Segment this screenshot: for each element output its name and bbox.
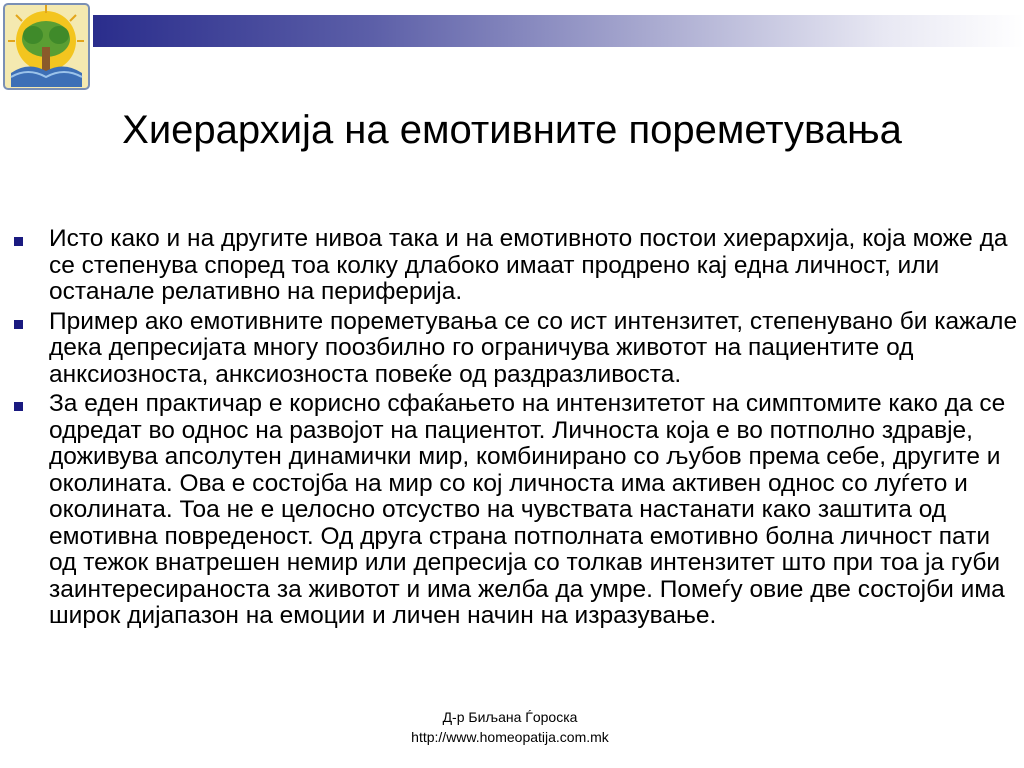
bullet-text: За еден практичар е корисно сфаќањето на интензитетот на симптомите како да се одредат во однос на развојот на пациентот. Личноста која е во потполно здравје, доживува апсолутен динамички мир, комбинирано со љубов према себе, другите и околината. Ова е состојба на мир со кој личноста има активен однос со луѓето и околината. Тоа не е целосно отсуство на чувствата настанати како заштита од емотивна повреденост. Од друга страна потполната емотивно болна личност пати од тежок внатрешен немир или депресија со толкав интензитет што при тоа ја губи заинтересираноста за животот и има желба да умре. Помеѓу овие две состојби има широк дијапазон на емоции и личен начин на изразување. — [49, 390, 1006, 629]
square-bullet-icon — [14, 320, 23, 329]
bullet-item — [10, 391, 1018, 630]
bullet-item — [10, 309, 1018, 389]
footer-author: Д-р Биљана Ѓороска — [442, 709, 578, 725]
logo — [3, 3, 90, 90]
square-bullet-icon — [14, 237, 23, 246]
slide-footer — [300, 707, 720, 747]
header-gradient-band — [93, 15, 1024, 47]
bullet-item — [10, 226, 1018, 306]
footer-url[interactable]: http://www.homeopatija.com.mk — [411, 729, 609, 745]
slide-title: Хиерархија на емотивните пореметувања — [122, 108, 902, 152]
bullet-list — [10, 226, 1018, 633]
bullet-text: Исто како и на другите нивоа така и на емотивното постои хиерархија, која може да се степенува според тоа колку длабоко имаат продрено кај една личност, или останале релативно на периферија. — [49, 225, 1008, 305]
bullet-text: Пример ако емотивните пореметувања се со ист интензитет, степенувано би кажале дека депресијата многу поозбилно го ограничува животот на пациентите од анксиозноста, анксиозноста повеќе од раздразливоста. — [49, 307, 1018, 388]
square-bullet-icon — [14, 402, 23, 411]
tree-logo-icon — [3, 3, 90, 90]
